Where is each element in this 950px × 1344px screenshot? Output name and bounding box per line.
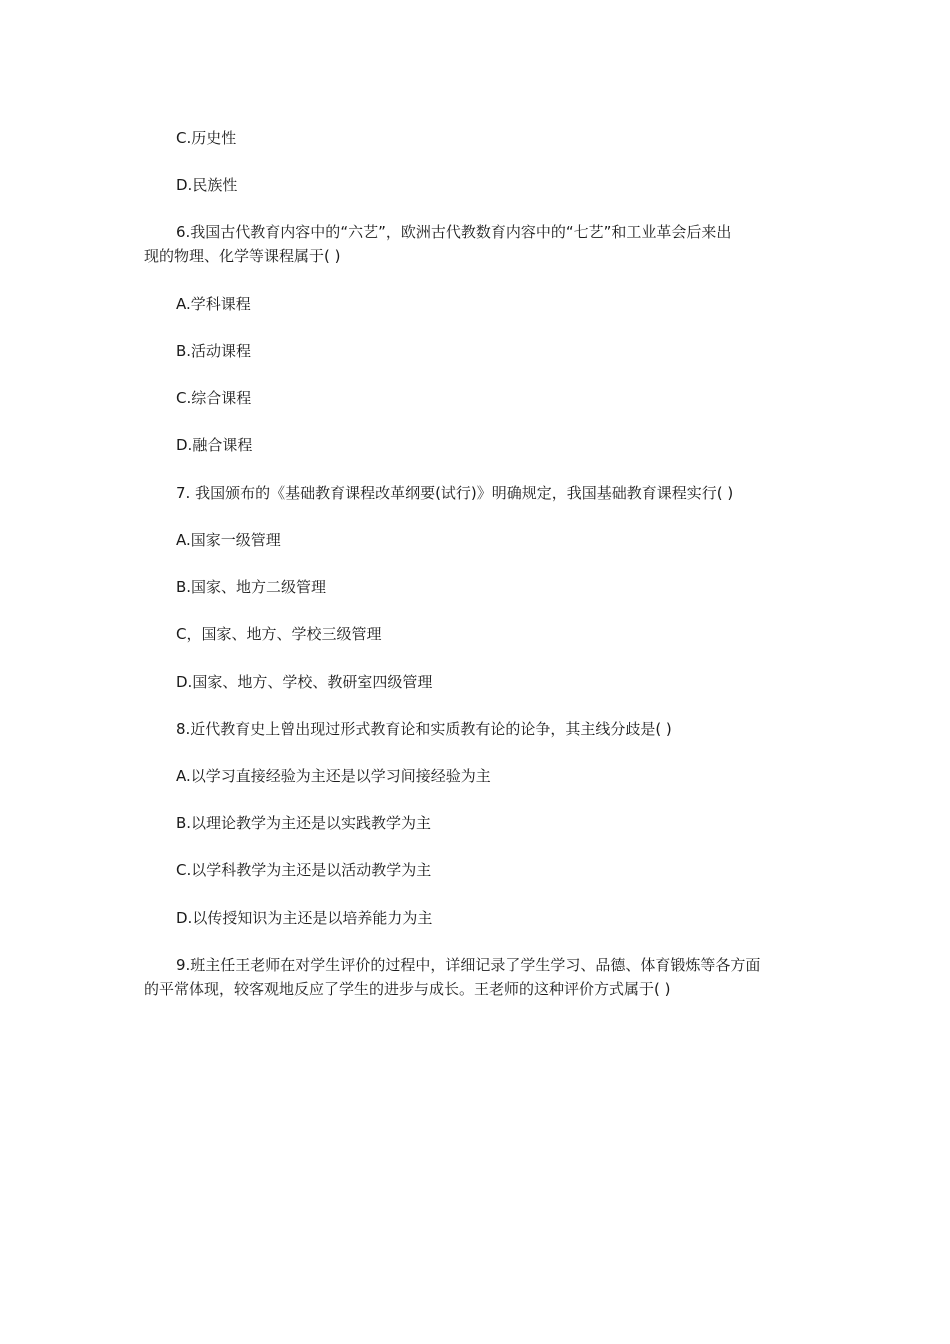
q7-option-a: A.国家一级管理 <box>176 531 281 549</box>
q7-option-d: D.国家、地方、学校、教研室四级管理 <box>176 673 433 691</box>
q9-stem-line2: 的平常体现，较客观地反应了学生的进步与成长。王老师的这种评价方式属于( ) <box>144 980 671 998</box>
q6-option-c: C.综合课程 <box>176 389 252 407</box>
q8-option-a: A.以学习直接经验为主还是以学习间接经验为主 <box>176 767 491 785</box>
q7-stem: 7. 我国颁布的《基础教育课程改革纲要(试行)》明确规定，我国基础教育课程实行( ) <box>176 484 734 502</box>
q8-option-c: C.以学科教学为主还是以活动教学为主 <box>176 861 432 879</box>
q6-stem-line1: 6.我国古代教育内容中的“六艺”，欧洲古代教数育内容中的“七艺”和工业革会后来出 <box>176 223 732 241</box>
q9-stem-line1: 9.班主任王老师在对学生评价的过程中，详细记录了学生学习、品德、体育锻炼等各方面 <box>176 956 761 974</box>
q5-option-c: C.历史性 <box>176 129 237 147</box>
q6-option-a: A.学科课程 <box>176 295 251 313</box>
q5-option-d: D.民族性 <box>176 176 238 194</box>
q7-option-b: B.国家、地方二级管理 <box>176 578 327 596</box>
q7-option-c: C，国家、地方、学校三级管理 <box>176 625 382 643</box>
q8-option-d: D.以传授知识为主还是以培养能力为主 <box>176 909 433 927</box>
q6-option-b: B.活动课程 <box>176 342 252 360</box>
q8-stem: 8.近代教育史上曾出现过形式教育论和实质教有论的论争，其主线分歧是( ) <box>176 720 672 738</box>
q6-option-d: D.融合课程 <box>176 436 253 454</box>
q6-stem-line2: 现的物理、化学等课程属于( ) <box>144 247 341 265</box>
q8-option-b: B.以理论教学为主还是以实践教学为主 <box>176 814 432 832</box>
